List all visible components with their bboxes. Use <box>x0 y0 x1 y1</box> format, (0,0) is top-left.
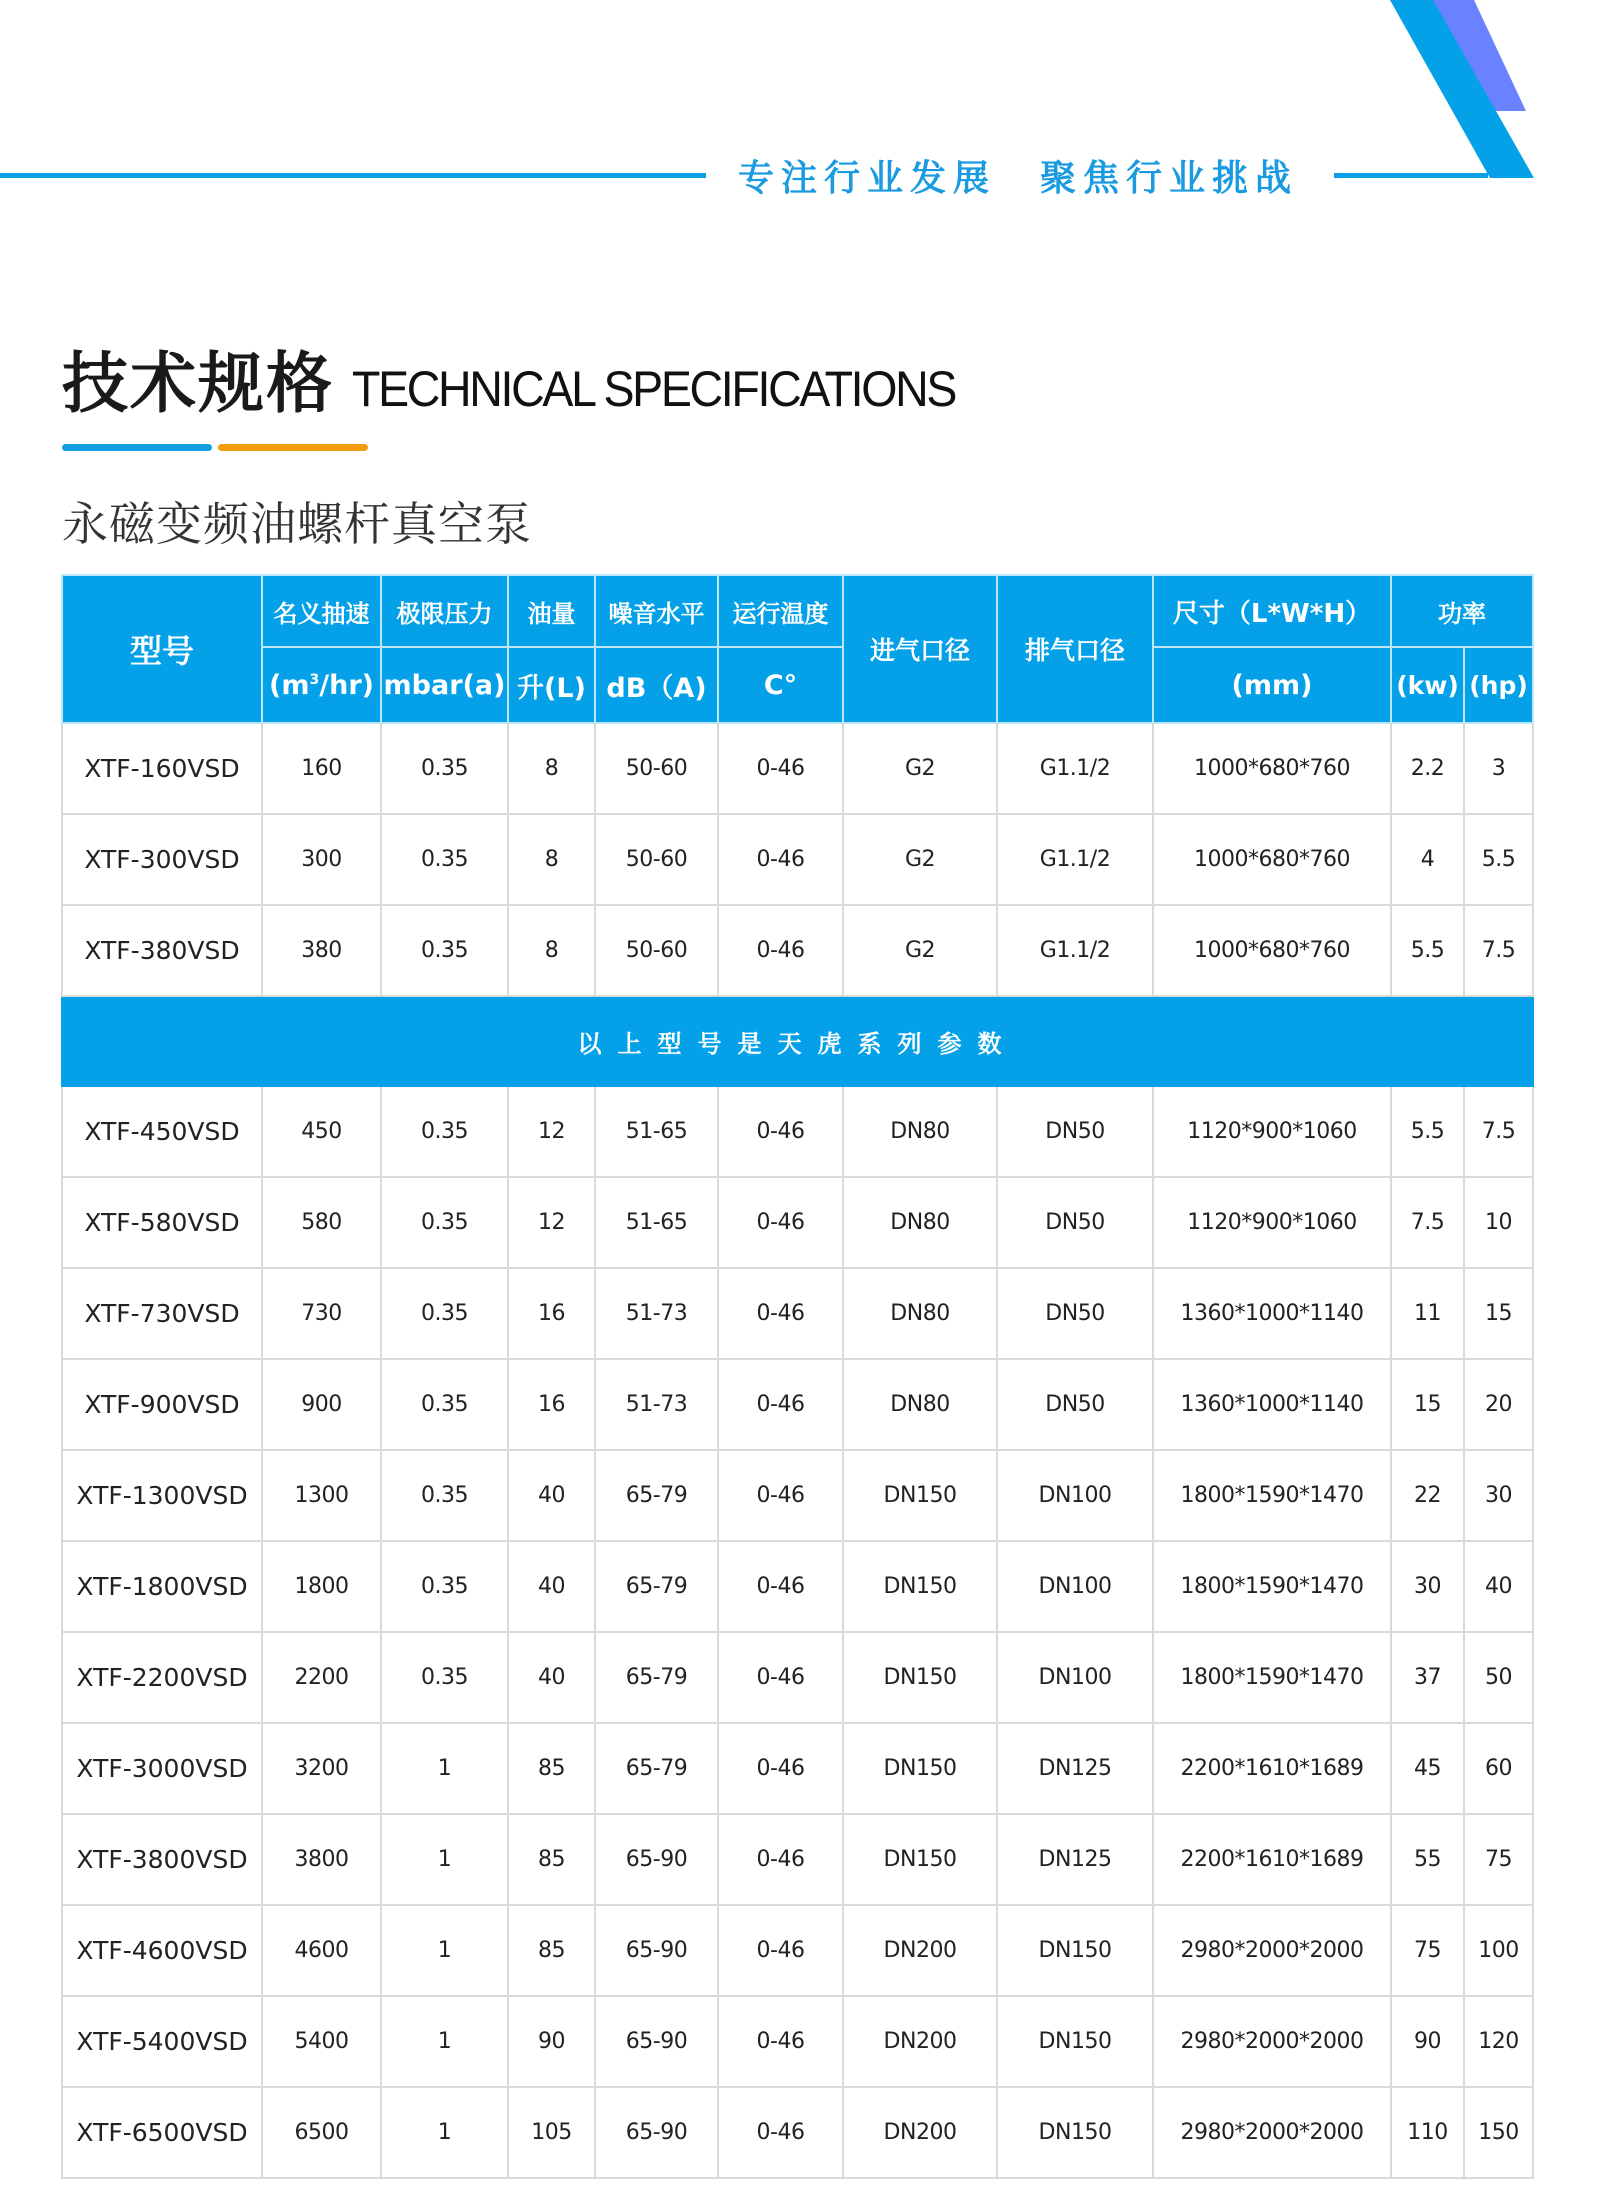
title-english: TECHNICAL SPECIFICATIONS <box>352 361 956 417</box>
header-noise: 噪音水平 <box>595 575 718 647</box>
cell-oil: 40 <box>508 1541 595 1632</box>
cell-temp: 0-46 <box>718 1814 843 1905</box>
cell-model: XTF-900VSD <box>62 1359 262 1450</box>
cell-speed: 3800 <box>262 1814 381 1905</box>
cell-power-hp: 20 <box>1464 1359 1533 1450</box>
cell-power-kw: 45 <box>1391 1723 1464 1814</box>
cell-speed: 1800 <box>262 1541 381 1632</box>
cell-model: XTF-6500VSD <box>62 2087 262 2178</box>
cell-temp: 0-46 <box>718 1996 843 2087</box>
cell-pressure: 0.35 <box>381 1086 508 1177</box>
cell-oil: 105 <box>508 2087 595 2178</box>
table-row <box>62 1359 1533 1450</box>
cell-oil: 16 <box>508 1268 595 1359</box>
cell-outlet: DN150 <box>997 1996 1153 2087</box>
cell-oil: 8 <box>508 723 595 814</box>
cell-inlet: G2 <box>843 723 997 814</box>
cell-temp: 0-46 <box>718 814 843 905</box>
cell-size: 1120*900*1060 <box>1153 1086 1391 1177</box>
cell-power-hp: 100 <box>1464 1905 1533 1996</box>
cell-noise: 50-60 <box>595 723 718 814</box>
header-oil-unit: 升(L) <box>508 647 595 723</box>
cell-model: XTF-450VSD <box>62 1086 262 1177</box>
cell-outlet: DN50 <box>997 1359 1153 1450</box>
cell-model: XTF-580VSD <box>62 1177 262 1268</box>
table-row <box>62 1177 1533 1268</box>
cell-model: XTF-300VSD <box>62 814 262 905</box>
tagline-rule-left <box>0 173 706 178</box>
cell-oil: 12 <box>508 1086 595 1177</box>
cell-inlet: DN80 <box>843 1177 997 1268</box>
cell-pressure: 1 <box>381 1905 508 1996</box>
table-row <box>62 1814 1533 1905</box>
cell-noise: 65-79 <box>595 1632 718 1723</box>
cell-oil: 8 <box>508 814 595 905</box>
table-row <box>62 905 1533 996</box>
cell-outlet: G1.1/2 <box>997 814 1153 905</box>
cell-size: 1800*1590*1470 <box>1153 1541 1391 1632</box>
header-power: 功率 <box>1391 575 1533 647</box>
cell-outlet: G1.1/2 <box>997 905 1153 996</box>
header-size: 尺寸（L*W*H） <box>1153 575 1391 647</box>
cell-temp: 0-46 <box>718 1086 843 1177</box>
cell-pressure: 0.35 <box>381 723 508 814</box>
cell-noise: 65-90 <box>595 2087 718 2178</box>
tagline <box>738 152 1298 198</box>
cell-noise: 50-60 <box>595 905 718 996</box>
header-noise-unit: dB（A) <box>595 647 718 723</box>
cell-speed: 900 <box>262 1359 381 1450</box>
header-inlet: 进气口径 <box>843 575 997 723</box>
cell-outlet: DN125 <box>997 1814 1153 1905</box>
cell-size: 2200*1610*1689 <box>1153 1723 1391 1814</box>
cell-size: 2980*2000*2000 <box>1153 1996 1391 2087</box>
cell-model: XTF-160VSD <box>62 723 262 814</box>
cell-size: 1800*1590*1470 <box>1153 1632 1391 1723</box>
cell-pressure: 0.35 <box>381 905 508 996</box>
cell-power-kw: 7.5 <box>1391 1177 1464 1268</box>
cell-oil: 8 <box>508 905 595 996</box>
cell-power-kw: 22 <box>1391 1450 1464 1541</box>
cell-outlet: DN50 <box>997 1177 1153 1268</box>
accent-bar-orange <box>218 444 368 451</box>
cell-size: 2200*1610*1689 <box>1153 1814 1391 1905</box>
cell-power-kw: 2.2 <box>1391 723 1464 814</box>
product-subtitle: 永磁变频油螺杆真空泵 <box>62 497 532 551</box>
cell-power-hp: 150 <box>1464 2087 1533 2178</box>
accent-bar-blue <box>62 444 212 451</box>
cell-speed: 3200 <box>262 1723 381 1814</box>
cell-power-hp: 120 <box>1464 1996 1533 2087</box>
cell-pressure: 0.35 <box>381 1359 508 1450</box>
cell-power-kw: 11 <box>1391 1268 1464 1359</box>
table-row <box>62 1086 1533 1177</box>
table-header <box>62 575 1533 723</box>
cell-outlet: DN100 <box>997 1541 1153 1632</box>
cell-size: 1360*1000*1140 <box>1153 1268 1391 1359</box>
cell-power-kw: 30 <box>1391 1541 1464 1632</box>
cell-model: XTF-3000VSD <box>62 1723 262 1814</box>
cell-size: 1360*1000*1140 <box>1153 1359 1391 1450</box>
cell-pressure: 0.35 <box>381 1632 508 1723</box>
header-power-kw: (kw) <box>1391 647 1464 723</box>
cell-model: XTF-4600VSD <box>62 1905 262 1996</box>
cell-power-hp: 50 <box>1464 1632 1533 1723</box>
cell-outlet: DN100 <box>997 1450 1153 1541</box>
cell-model: XTF-730VSD <box>62 1268 262 1359</box>
speed-unit-suffix: /hr) <box>319 669 374 701</box>
table-group-main <box>62 1086 1533 2178</box>
cell-power-kw: 90 <box>1391 1996 1464 2087</box>
cell-oil: 12 <box>508 1177 595 1268</box>
cell-power-kw: 75 <box>1391 1905 1464 1996</box>
cell-size: 2980*2000*2000 <box>1153 2087 1391 2178</box>
header-size-unit: (mm) <box>1153 647 1391 723</box>
table-row <box>62 2087 1533 2178</box>
cell-noise: 65-90 <box>595 1905 718 1996</box>
table-row <box>62 1996 1533 2087</box>
cell-temp: 0-46 <box>718 723 843 814</box>
cell-noise: 51-73 <box>595 1268 718 1359</box>
cell-power-hp: 7.5 <box>1464 1086 1533 1177</box>
cell-inlet: DN80 <box>843 1359 997 1450</box>
cell-pressure: 0.35 <box>381 1450 508 1541</box>
cell-inlet: G2 <box>843 905 997 996</box>
cell-temp: 0-46 <box>718 1632 843 1723</box>
tagline-rule-right <box>1334 173 1488 178</box>
cell-power-kw: 5.5 <box>1391 905 1464 996</box>
cell-temp: 0-46 <box>718 1177 843 1268</box>
cell-power-hp: 3 <box>1464 723 1533 814</box>
speed-unit-prefix: (m <box>269 669 310 701</box>
cell-model: XTF-1800VSD <box>62 1541 262 1632</box>
header-pressure: 极限压力 <box>381 575 508 647</box>
cell-model: XTF-3800VSD <box>62 1814 262 1905</box>
cell-pressure: 0.35 <box>381 1268 508 1359</box>
cell-speed: 6500 <box>262 2087 381 2178</box>
header-speed-unit <box>262 647 381 723</box>
cell-pressure: 1 <box>381 1996 508 2087</box>
cell-speed: 1300 <box>262 1450 381 1541</box>
cell-inlet: DN200 <box>843 1905 997 1996</box>
cell-size: 2980*2000*2000 <box>1153 1905 1391 1996</box>
table-row <box>62 1723 1533 1814</box>
cell-temp: 0-46 <box>718 1268 843 1359</box>
cell-power-hp: 10 <box>1464 1177 1533 1268</box>
cell-pressure: 1 <box>381 1814 508 1905</box>
cell-oil: 16 <box>508 1359 595 1450</box>
cell-noise: 65-79 <box>595 1450 718 1541</box>
cell-power-hp: 30 <box>1464 1450 1533 1541</box>
cell-power-kw: 15 <box>1391 1359 1464 1450</box>
cell-size: 1000*680*760 <box>1153 723 1391 814</box>
cell-noise: 65-79 <box>595 1723 718 1814</box>
cell-model: XTF-1300VSD <box>62 1450 262 1541</box>
cell-oil: 85 <box>508 1814 595 1905</box>
cell-power-kw: 5.5 <box>1391 1086 1464 1177</box>
table-row <box>62 814 1533 905</box>
cell-temp: 0-46 <box>718 2087 843 2178</box>
table-row <box>62 1268 1533 1359</box>
section-title <box>62 330 1000 425</box>
cell-oil: 40 <box>508 1632 595 1723</box>
cell-speed: 300 <box>262 814 381 905</box>
title-chinese: 技术规格 <box>62 345 334 422</box>
cell-pressure: 0.35 <box>381 814 508 905</box>
header-temp: 运行温度 <box>718 575 843 647</box>
cell-noise: 65-90 <box>595 1996 718 2087</box>
cell-size: 1000*680*760 <box>1153 814 1391 905</box>
cell-temp: 0-46 <box>718 905 843 996</box>
cell-inlet: DN150 <box>843 1632 997 1723</box>
cell-inlet: DN200 <box>843 2087 997 2178</box>
cell-power-kw: 4 <box>1391 814 1464 905</box>
table-row <box>62 1905 1533 1996</box>
series-banner: 以上型号是天虎系列参数 <box>62 996 1533 1086</box>
cell-speed: 5400 <box>262 1996 381 2087</box>
cell-noise: 65-79 <box>595 1541 718 1632</box>
cell-inlet: DN200 <box>843 1996 997 2087</box>
tagline-right-text: 聚焦行业挑战 <box>1040 157 1299 199</box>
cell-power-hp: 5.5 <box>1464 814 1533 905</box>
cell-noise: 51-73 <box>595 1359 718 1450</box>
tagline-left-text: 专注行业发展 <box>738 157 997 199</box>
header-speed: 名义抽速 <box>262 575 381 647</box>
cell-noise: 50-60 <box>595 814 718 905</box>
header-temp-unit: C° <box>718 647 843 723</box>
cell-speed: 730 <box>262 1268 381 1359</box>
cell-power-hp: 15 <box>1464 1268 1533 1359</box>
cell-size: 1120*900*1060 <box>1153 1177 1391 1268</box>
header-power-hp: (hp) <box>1464 647 1533 723</box>
cell-speed: 160 <box>262 723 381 814</box>
cell-temp: 0-46 <box>718 1905 843 1996</box>
cell-outlet: DN50 <box>997 1268 1153 1359</box>
cell-oil: 85 <box>508 1905 595 1996</box>
table-row <box>62 1632 1533 1723</box>
cell-pressure: 0.35 <box>381 1177 508 1268</box>
cell-inlet: DN150 <box>843 1814 997 1905</box>
cell-noise: 51-65 <box>595 1086 718 1177</box>
cell-power-kw: 37 <box>1391 1632 1464 1723</box>
table-banner-group <box>62 996 1533 1086</box>
cell-power-hp: 7.5 <box>1464 905 1533 996</box>
cell-inlet: G2 <box>843 814 997 905</box>
cell-speed: 580 <box>262 1177 381 1268</box>
cell-inlet: DN80 <box>843 1268 997 1359</box>
cell-temp: 0-46 <box>718 1359 843 1450</box>
header-outlet: 排气口径 <box>997 575 1153 723</box>
cell-power-kw: 55 <box>1391 1814 1464 1905</box>
cell-model: XTF-380VSD <box>62 905 262 996</box>
speed-unit-exponent: 3 <box>309 671 320 688</box>
cell-oil: 40 <box>508 1450 595 1541</box>
cell-outlet: DN150 <box>997 2087 1153 2178</box>
cell-outlet: DN150 <box>997 1905 1153 1996</box>
cell-power-kw: 110 <box>1391 2087 1464 2178</box>
cell-model: XTF-5400VSD <box>62 1996 262 2087</box>
cell-noise: 51-65 <box>595 1177 718 1268</box>
cell-inlet: DN80 <box>843 1086 997 1177</box>
cell-power-hp: 75 <box>1464 1814 1533 1905</box>
table-row <box>62 1450 1533 1541</box>
cell-speed: 2200 <box>262 1632 381 1723</box>
cell-pressure: 1 <box>381 2087 508 2178</box>
header-model: 型号 <box>62 575 262 723</box>
spec-table <box>61 574 1534 2179</box>
cell-temp: 0-46 <box>718 1450 843 1541</box>
cell-speed: 450 <box>262 1086 381 1177</box>
cell-inlet: DN150 <box>843 1450 997 1541</box>
cell-speed: 4600 <box>262 1905 381 1996</box>
header-pressure-unit: mbar(a) <box>381 647 508 723</box>
table-row <box>62 723 1533 814</box>
cell-pressure: 1 <box>381 1723 508 1814</box>
cell-inlet: DN150 <box>843 1723 997 1814</box>
cell-oil: 85 <box>508 1723 595 1814</box>
cell-outlet: DN100 <box>997 1632 1153 1723</box>
cell-temp: 0-46 <box>718 1541 843 1632</box>
cell-noise: 65-90 <box>595 1814 718 1905</box>
cell-inlet: DN150 <box>843 1541 997 1632</box>
cell-temp: 0-46 <box>718 1723 843 1814</box>
cell-pressure: 0.35 <box>381 1541 508 1632</box>
cell-size: 1800*1590*1470 <box>1153 1450 1391 1541</box>
cell-oil: 90 <box>508 1996 595 2087</box>
header-oil: 油量 <box>508 575 595 647</box>
cell-outlet: DN125 <box>997 1723 1153 1814</box>
cell-size: 1000*680*760 <box>1153 905 1391 996</box>
cell-model: XTF-2200VSD <box>62 1632 262 1723</box>
cell-power-hp: 40 <box>1464 1541 1533 1632</box>
cell-outlet: G1.1/2 <box>997 723 1153 814</box>
cell-speed: 380 <box>262 905 381 996</box>
table-group-tianhu <box>62 723 1533 996</box>
table-row <box>62 1541 1533 1632</box>
cell-outlet: DN50 <box>997 1086 1153 1177</box>
cell-power-hp: 60 <box>1464 1723 1533 1814</box>
